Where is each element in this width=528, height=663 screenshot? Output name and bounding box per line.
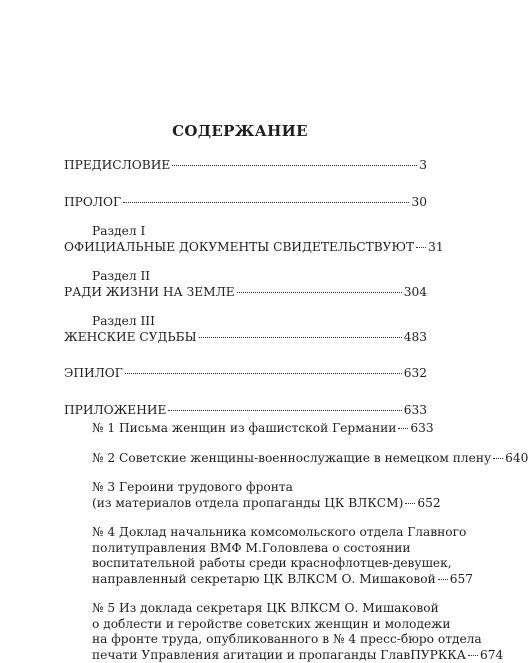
toc-entry-appendix-5[interactable]	[92, 601, 427, 663]
section-label: Раздел III	[64, 314, 427, 330]
dot-leader	[398, 428, 408, 429]
toc-entry-text: № 2 Советские женщины-военнослужащие в немецком плену	[92, 451, 491, 467]
table-of-contents	[64, 158, 427, 663]
toc-entry-appendix-1[interactable]	[92, 421, 427, 437]
toc-page-number: 674	[480, 648, 503, 663]
toc-entry-text: РАДИ ЖИЗНИ НА ЗЕМЛЕ	[64, 285, 235, 301]
toc-entry-text: № 1 Письма женщин из фашистской Германии	[92, 421, 396, 437]
toc-page-number: 483	[404, 330, 427, 346]
toc-entry-text: печати Управления агитации и пропаганды ГлавПУРККА	[92, 648, 466, 663]
toc-entry-section-1[interactable]	[64, 224, 427, 255]
toc-page-number: 632	[404, 366, 427, 382]
toc-entry-text: ПРИЛОЖЕНИЕ	[64, 403, 166, 419]
toc-page-number: 30	[411, 195, 427, 211]
toc-entry-text: политуправления ВМФ М.Головлева о состоянии	[92, 541, 427, 557]
dot-leader	[493, 458, 503, 459]
dot-leader	[405, 503, 415, 504]
dot-leader	[168, 410, 401, 411]
toc-entry-section-3[interactable]	[64, 314, 427, 345]
dot-leader	[438, 579, 448, 580]
toc-page-number: 652	[417, 496, 440, 512]
toc-entry-text: № 5 Из доклада секретаря ЦК ВЛКСМ О. Мишаковой	[92, 601, 427, 617]
toc-page-number: 304	[404, 285, 427, 301]
toc-entry-prologue[interactable]	[64, 195, 427, 211]
toc-page-number: 657	[450, 572, 473, 588]
page-title: СОДЕРЖАНИЕ	[0, 122, 480, 140]
toc-entry-text: ЖЕНСКИЕ СУДЬБЫ	[64, 330, 197, 346]
toc-page-number: 640	[505, 451, 528, 467]
dot-leader	[468, 655, 478, 656]
dot-leader	[172, 165, 417, 166]
toc-entry-text: № 4 Доклад начальника комсомольского отдела Главного	[92, 525, 427, 541]
toc-entry-text: ПРЕДИСЛОВИЕ	[64, 158, 170, 174]
toc-entry-epilogue[interactable]	[64, 366, 427, 382]
toc-entry-appendix[interactable]	[64, 403, 427, 419]
toc-page-number: 633	[410, 421, 433, 437]
toc-entry-text: ОФИЦИАЛЬНЫЕ ДОКУМЕНТЫ СВИДЕТЕЛЬСТВУЮТ	[64, 240, 414, 256]
dot-leader	[199, 337, 402, 338]
toc-entry-appendix-4[interactable]	[92, 525, 427, 587]
toc-entry-appendix-2[interactable]	[92, 451, 427, 467]
dot-leader	[125, 373, 402, 374]
toc-page-number: 633	[404, 403, 427, 419]
toc-entry-text: (из материалов отдела пропаганды ЦК ВЛКСМ)	[92, 496, 403, 512]
toc-entry-text: № 3 Героини трудового фронта	[92, 480, 427, 496]
section-label: Раздел I	[64, 224, 427, 240]
toc-entry-section-2[interactable]	[64, 269, 427, 300]
toc-entry-text: ЭПИЛОГ	[64, 366, 123, 382]
toc-entry-text: на фронте труда, опубликованного в № 4 пресс-бюро отдела	[92, 632, 427, 648]
toc-entry-text: ПРОЛОГ	[64, 195, 121, 211]
section-label: Раздел II	[64, 269, 427, 285]
toc-entry-text: о доблести и геройстве советских женщин и молодежи	[92, 617, 427, 633]
toc-page-number: 3	[419, 158, 427, 174]
dot-leader	[123, 202, 409, 203]
toc-entry-text: направленный секретарю ЦК ВЛКСМ О. Мишаковой	[92, 572, 436, 588]
toc-entry-text: воспитательной работы среди краснофлотцев-девушек,	[92, 556, 427, 572]
dot-leader	[416, 247, 426, 248]
toc-entry-appendix-3[interactable]	[92, 480, 427, 511]
toc-entry-preface[interactable]	[64, 158, 427, 174]
toc-page-number: 31	[428, 240, 444, 256]
dot-leader	[237, 292, 402, 293]
